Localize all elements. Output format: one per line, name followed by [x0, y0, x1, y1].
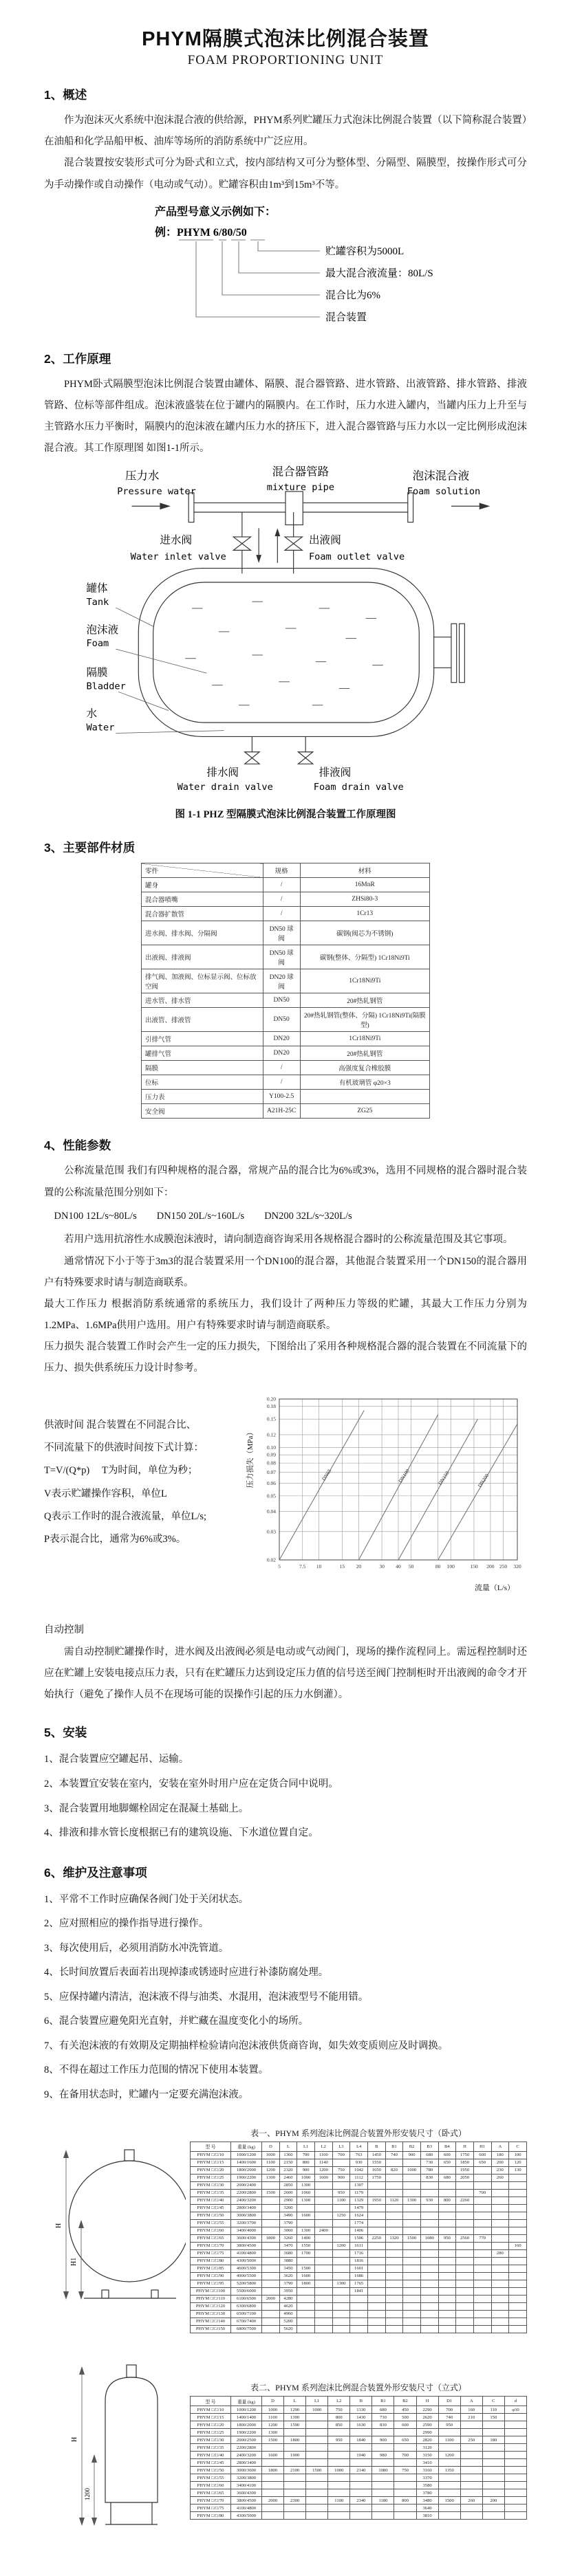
- section-4-paragraph: 压力损失 混合装置工作时会产生一定的压力损失，下图给出了采用各种规格混合器的混合装置在不同流量下的压力、损失供系统压力设计时参考。: [44, 1341, 527, 1374]
- section-4-heading: 4、性能参数: [44, 1138, 111, 1153]
- x-tick-label: 7.5: [299, 1563, 306, 1570]
- column-header: D: [262, 2142, 280, 2151]
- table-row: 安全阀 A21H-25C ZG25: [142, 1104, 430, 1119]
- list-item: 4、排液和排水管长度根据已有的建筑设施、下水道位置自定。: [44, 1827, 319, 1839]
- column-header: B: [350, 2397, 372, 2406]
- column-header: D: [262, 2397, 284, 2406]
- x-tick-label: 320: [513, 1563, 521, 1570]
- foam-label-en: Foam: [86, 638, 109, 650]
- column-header: B1: [372, 2397, 394, 2406]
- foam-drain-label-en: Foam drain valve: [313, 782, 404, 793]
- table-row: PHYM □/□/55 3200/3700 3790 1774: [191, 2219, 527, 2227]
- table1-block: [44, 2125, 527, 2335]
- section-5-heading: 5、安装: [44, 1726, 87, 1740]
- table-row: 罐排气管 DN20 20#热轧钢管: [142, 1046, 430, 1061]
- table-row: PHYM □/□/150 6800/7500 5620: [191, 2325, 527, 2333]
- dim-h-label: H: [55, 2223, 63, 2229]
- y-tick-label: 0.15: [266, 1416, 276, 1422]
- table-row: PHYM □/□/70 3800/4500 3470 1550 1200 1611 160: [191, 2242, 527, 2249]
- x-tick-label: 200: [486, 1563, 495, 1570]
- table-row: 进水阀、排水阀、分隔阀 DN50 球阀 碳钢(阀芯为不锈钢): [142, 921, 430, 945]
- y-tick-label: 0.20: [266, 1396, 276, 1402]
- column-header: L: [279, 2142, 297, 2151]
- model-designation-figure: [44, 201, 527, 332]
- y-tick-label: 0.03: [266, 1528, 276, 1534]
- series-label-DN200: DN200: [476, 1472, 491, 1488]
- table-row: PHYM □/□/70 3800/4500 2000 2300 1100 2340 1180 800 3480 1500 260 200: [191, 2497, 527, 2505]
- tank-label-en: Tank: [86, 597, 109, 608]
- maintenance-list: [44, 1888, 527, 2108]
- column-header: L: [284, 2397, 306, 2406]
- x-tick-label: 15: [339, 1563, 345, 1570]
- table-row: PHYM □/□/20 1800/2000 1200 1590 850 1630 830 600 2590 950: [191, 2421, 527, 2429]
- page-title: PHYM隔膜式泡沫比例混合装置: [142, 28, 429, 50]
- water-drain-label-cn: 排水阀: [206, 767, 239, 780]
- table2-caption: 表二、PHYM 系列泡沫比例混合装置外形安装尺寸（立式）: [250, 2383, 466, 2393]
- section-1-heading: 1、概述: [44, 88, 87, 102]
- auto-control-heading: 自动控制: [44, 1624, 84, 1636]
- table-row: PHYM □/□/90 4900/5500 3620 1600 1686: [191, 2272, 527, 2280]
- column-header: 重量 (kg): [231, 2142, 262, 2151]
- column-header: B1: [385, 2142, 403, 2151]
- y-tick-label: 0.18: [266, 1402, 276, 1409]
- column-header: 重量 (kg): [231, 2397, 262, 2406]
- table-row: PHYM □/□/80 4300/5000 3880 1816: [191, 2257, 527, 2265]
- list-item: 9、在备用状态时，贮罐内一定要充满泡沫液。: [44, 2089, 249, 2100]
- foam-outlet-valve: [285, 512, 302, 573]
- column-header: B3: [420, 2142, 438, 2151]
- column-header: A: [491, 2142, 509, 2151]
- table-row: PHYM □/□/130 6500/7100 4960: [191, 2310, 527, 2318]
- table-row: 罐身 / 16MnR: [142, 878, 430, 892]
- pressure-water-label-en: Pressure water: [117, 486, 196, 498]
- vertical-tank-drawing: [44, 2353, 190, 2549]
- water-drain-label-en: Water drain valve: [177, 782, 273, 793]
- section-6-heading: 6、维护及注意事项: [44, 1865, 147, 1880]
- table-row: 隔膜 / 高强度复合橡胶膜: [142, 1061, 430, 1075]
- foam-label-cn: 泡沫液: [86, 624, 119, 637]
- foam-drain-valve: [298, 737, 312, 764]
- down-arrow-icon: [256, 529, 261, 564]
- table-row: 进水管、排水管 DN50 20#热轧钢管: [142, 993, 430, 1008]
- table-row: PHYM □/□/35 2200/2800 3120: [191, 2444, 527, 2452]
- table-row: PHYM □/□/120 6300/6800 4620: [191, 2302, 527, 2310]
- table-row: PHYM □/□/100 5500/6000 3950 1841: [191, 2287, 527, 2295]
- inlet-valve-label-cn: 进水阀: [160, 535, 192, 547]
- list-item: 8、不得在超过工作压力范围的情况下使用本装置。: [44, 2065, 269, 2076]
- list-item: 5、应保持罐内清洁，泡沫液不得与油类、水混用，泡沫液型号不能用错。: [44, 1991, 369, 2003]
- table-row: PHYM □/□/30 2000/2500 1500 1800 950 1840 900 650 2820 1100 250 180: [191, 2436, 527, 2444]
- table-row: 出液阀、排液阀 DN50 球阀 碳钢(整体、分隔型) 1Cr18Ni9Ti: [142, 945, 430, 969]
- x-tick-label: 100: [446, 1563, 455, 1570]
- table-row: PHYM □/□/10 1000/1200 1000 1290 1000 750 1330 680 450 2290 700 160 110 φ30: [191, 2406, 527, 2414]
- table2-block: [44, 2353, 527, 2549]
- y-axis-label: 压力损失（MPa）: [246, 1428, 255, 1488]
- vertical-tank-svg: [65, 2353, 169, 2545]
- tank-label-cn: 罐体: [86, 582, 108, 595]
- working-principle-diagram: [44, 465, 527, 797]
- table-row: PHYM □/□/40 2400/3200 2900 1300 1100 1329 1950 1120 1300 930 800 2260: [191, 2197, 527, 2204]
- column-header: A: [460, 2397, 482, 2406]
- table-row: PHYM □/□/65 3600/4300 1800 3260 1400 1506 2250 1320 1500 1080 950 2560 770: [191, 2234, 527, 2242]
- series-line-DN65: [279, 1410, 364, 1559]
- bladder-label-cn: 隔膜: [86, 667, 108, 679]
- section-1-paragraph: 混合装置按安装形式可分为卧式和立式，按内部结构又可分为整体型、分隔型、隔膜型，按操作形式可分为手动操作或自动操作（电动或气动）。贮罐容积由1m³到15m³不等。: [44, 157, 527, 190]
- list-item: 3、混合装置用地脚螺栓固定在混凝土基础上。: [44, 1803, 249, 1814]
- x-tick-label: 250: [499, 1563, 508, 1570]
- table-row: 位标 / 有机玻璃管 φ20×3: [142, 1075, 430, 1090]
- section-4-paragraph: 公称流量范围 我们有四种规格的混合器，常规产品的混合比为6%或3%，选用不同规格的混合器时混合装置的公称流量范围分别如下：: [44, 1165, 527, 1198]
- list-item: V表示贮罐操作容积，单位L: [44, 1488, 167, 1499]
- horizontal-tank-svg: [48, 2125, 186, 2331]
- table-row: PHYM □/□/80 4300/5000 3810: [191, 2512, 527, 2520]
- table-row: 混合器喷嘴 / ZHSi80-3: [142, 892, 430, 907]
- column-header: D1: [438, 2397, 460, 2406]
- column-header: H: [456, 2142, 474, 2151]
- table-row: PHYM □/□/15 1400/1600 1100 2150 800 1140 930 1550 730 650 1850 650 200 120: [191, 2159, 527, 2166]
- column-header: 零件: [142, 863, 263, 878]
- table-row: PHYM □/□/75 4100/4800 3680 1700 1716 280: [191, 2249, 527, 2257]
- list-item: 1、平常不工作时应确保各阀门处于关闭状态。: [44, 1893, 249, 1905]
- table-row: 引排气管 DN20 1Cr18Ni9Ti: [142, 1032, 430, 1046]
- flow-out-arrow-icon: [451, 503, 490, 510]
- section-4-paragraph: 最大工作压力 根据消防系统通常的系统压力，我们设计了两种压力等级的贮罐，其最大工作压力分别为1.2MPa、1.6MPa供用户选用。用户有特殊要求时请与制造商联系。: [44, 1298, 527, 1332]
- list-item: 3、每次使用后，必须用消防水冲洗管道。: [44, 1942, 229, 1954]
- x-tick-label: 50: [408, 1563, 414, 1570]
- dim-1200-label: 1200: [84, 2488, 91, 2501]
- y-tick-label: 0.10: [266, 1444, 276, 1451]
- table-row: PHYM □/□/25 1900/2200 1300 2990: [191, 2429, 527, 2436]
- x-tick-label: 80: [435, 1563, 441, 1570]
- table-row: PHYM □/□/85 4600/5300 3450 1500 1601: [191, 2265, 527, 2272]
- water-label-en: Water: [86, 723, 115, 734]
- y-tick-label: 0.08: [266, 1460, 276, 1466]
- series-label-DN65: DN65: [320, 1467, 333, 1482]
- x-tick-label: 40: [396, 1563, 401, 1570]
- water-drain-valve: [245, 737, 259, 764]
- callout-mix-ratio: 混合比为6%: [325, 289, 380, 301]
- side-flange: [434, 624, 465, 683]
- y-tick-label: 0.12: [266, 1431, 276, 1438]
- y-tick-label: 0.09: [266, 1451, 276, 1458]
- column-header: B2: [403, 2142, 421, 2151]
- flow-in-arrow-icon: [132, 503, 171, 510]
- water-inlet-valve: [233, 512, 250, 573]
- inlet-valve-label-en: Water inlet valve: [130, 551, 226, 563]
- model-example-code: 例：PHYM 6/80/50: [155, 226, 247, 239]
- column-header: 规格: [263, 863, 300, 878]
- foam-solution-label-cn: 泡沫混合液: [412, 469, 470, 483]
- performance-row: [44, 1389, 527, 1596]
- column-header: 型 号: [191, 2397, 231, 2406]
- table-row: PHYM □/□/50 3000/3800 3490 1600 1250 1624: [191, 2212, 527, 2219]
- table-row: PHYM □/□/10 1000/1200 1000 1360 700 1100 700 763 1450 740 900 680 600 1750 600 180 100: [191, 2151, 527, 2159]
- column-header: 材料: [300, 863, 429, 878]
- page-subtitle: FOAM PROPORTIONING UNIT: [187, 53, 384, 67]
- table-row: PHYM □/□/40 2400/3200 1600 1900 1940 980 700 3150 1200: [191, 2452, 527, 2459]
- column-header: L1: [297, 2142, 315, 2151]
- y-tick-label: 0.02: [266, 1556, 276, 1563]
- tank-outline: [138, 569, 433, 737]
- list-item: P表示混合比，通常为6%或3%。: [44, 1534, 186, 1545]
- column-header: B: [367, 2142, 385, 2151]
- table-row: PHYM □/□/25 1900/2200 1300 2460 1000 1600 900 1112 1750 830 680 2050 260: [191, 2174, 527, 2181]
- list-item: T=V/(Q*p) T为时间，单位为秒；: [44, 1465, 198, 1477]
- column-header: H: [416, 2397, 438, 2406]
- column-header: L2: [328, 2397, 350, 2406]
- list-item: 6、混合装置应避免阳光直射，并贮藏在温度变化小的场所。: [44, 2016, 309, 2027]
- pressure-water-label-cn: 压力水: [125, 469, 160, 483]
- x-tick-label: 10: [316, 1563, 322, 1570]
- model-intro-label: 产品型号意义示例如下：: [155, 206, 277, 218]
- table1-caption: 表一、PHYM 系列泡沫比例混合装置外形安装尺寸（卧式）: [250, 2128, 466, 2138]
- table-row: 混合器扩散管 / 1Cr13: [142, 907, 430, 921]
- figure-1-1-caption: 图 1-1 PHZ 型隔膜式泡沫比例混合装置工作原理图: [175, 809, 396, 821]
- section-4-paragraph: 若用户选用抗溶性水成膜泡沫液时，请向制造商咨询采用各规格混合器时的公称流量范围及其它事项。: [64, 1234, 513, 1246]
- column-header: 型 号: [191, 2142, 231, 2151]
- horizontal-dimensions-table: [190, 2142, 527, 2333]
- installation-list: [44, 1748, 527, 1845]
- column-header: L4: [350, 2142, 368, 2151]
- x-tick-label: 20: [356, 1563, 362, 1570]
- foam-texture: [185, 602, 383, 706]
- section-2-heading: 2、工作原理: [44, 351, 111, 366]
- list-item: 4、长时间放置后表面若出现掉漆或锈迹时应进行补漆防腐处理。: [44, 1967, 329, 1979]
- y-tick-label: 0.06: [266, 1479, 276, 1486]
- bladder-label-en: Bladder: [86, 681, 126, 692]
- column-header: H1: [473, 2142, 491, 2151]
- list-item: Q表示工作时的混合液流量，单位L/s;: [44, 1510, 207, 1522]
- table-row: PHYM □/□/65 3600/4300 3780: [191, 2489, 527, 2497]
- y-tick-label: 0.05: [266, 1492, 276, 1499]
- table-row: PHYM □/□/55 3200/3800 3370: [191, 2474, 527, 2482]
- table-row: 出液管、排液管 DN50 20#热轧钢管(整体、分隔) 1Cr18Ni9Ti(隔膜型): [142, 1008, 430, 1032]
- dim-h1-label: H1: [70, 2257, 78, 2267]
- x-tick-label: 5: [278, 1563, 281, 1570]
- auto-control-paragraph: 需自动控制贮罐操作时，进水阀及出液阀必须是电动或气动阀门，现场的操作流程同上。需远程控制时还应在贮罐上安装电接点压力表，只有在贮罐压力达到设定压力值的信号送至阀门控制柜时开出液阀的命令才开始执行（避免了操作人员不在现场可能的误操作引起的压力水倒灌）。: [44, 1646, 527, 1701]
- mixture-pipe-label-en: mixture pipe: [266, 482, 335, 494]
- list-item: 2、本装置宜安装在室内，安装在室外时用户应在定货合同中说明。: [44, 1778, 338, 1790]
- list-item: 2、应对照相应的操作指导进行操作。: [44, 1918, 209, 1930]
- column-header: d: [504, 2397, 526, 2406]
- table-row: 排气阀、加液阀、位标显示阀、位标放空阀 DN20 球阀 1Cr18Ni9Ti: [142, 969, 430, 993]
- callout-device: 混合装置: [325, 311, 367, 323]
- series-label-DN100: DN100: [397, 1467, 411, 1484]
- table-row: PHYM □/□/75 4100/4800 3640: [191, 2505, 527, 2512]
- column-header: L2: [314, 2142, 332, 2151]
- table-row: PHYM □/□/45 2800/3400 3200 1479: [191, 2204, 527, 2212]
- table-row: PHYM □/□/95 5200/5800 3790 1800 1300 1765: [191, 2280, 527, 2287]
- mixture-pipe: [188, 492, 413, 525]
- table-row: PHYM □/□/15 1400/1400 1100 1390 800 1430 730 500 2620 740 210 150: [191, 2414, 527, 2421]
- y-tick-label: 0.04: [266, 1508, 276, 1515]
- x-tick-label: 30: [379, 1563, 385, 1570]
- nominal-flow-ranges: DN100 12L/s~80L/s DN150 20L/s~160L/s DN200 32L/s~320L/s: [54, 1210, 352, 1222]
- column-header: L1: [306, 2397, 328, 2406]
- mixture-pipe-label-cn: 混合器管路: [272, 465, 330, 478]
- table-row: PHYM □/□/110 6100/6500 2000 4280: [191, 2295, 527, 2302]
- table-row: PHYM □/□/50 3000/3600 1800 2100 1500 1000 2140 1080 750 3160 1350: [191, 2467, 527, 2474]
- vertical-dimensions-table: [190, 2396, 527, 2520]
- y-tick-label: 0.07: [266, 1468, 276, 1475]
- table-row: PHYM □/□/60 3400/4100 3580: [191, 2482, 527, 2489]
- table-row: PHYM □/□/35 2200/2800 1500 2600 1060 950 1179 700: [191, 2189, 527, 2197]
- x-tick-label: 150: [470, 1563, 478, 1570]
- callout-tank-volume: 贮罐容积为5000L: [325, 245, 405, 257]
- column-header: L3: [332, 2142, 350, 2151]
- series-label-DN150: DN150: [436, 1469, 451, 1486]
- materials-table: [141, 863, 430, 1119]
- list-item: 1、混合装置应空罐起吊、运输。: [44, 1754, 189, 1765]
- section-4-paragraph: 通常情况下小于等于3m3的混合装置采用一个DN100的混合器，其他混合装置采用一个DN150的混合器用户有特殊要求时请与制造商联系。: [44, 1255, 527, 1288]
- column-header: B2: [394, 2397, 416, 2406]
- table-row: 压力表 Y100-2.5: [142, 1090, 430, 1104]
- table-row: PHYM □/□/140 6700/7400 5200: [191, 2318, 527, 2325]
- x-axis-label: 流量（L/s）: [474, 1583, 515, 1592]
- section-3-heading: 3、主要部件材质: [44, 841, 136, 855]
- list-item: 不同流量下的供液时间按下式计算：: [44, 1442, 204, 1453]
- section-2-paragraph: PHYM卧式隔膜型泡沫比例混合装置由罐体、隔膜、混合器管路、进水管路、出液管路、排水管路、排液管路、位标等部件组成。泡沫液盛装在位于罐内的隔膜内。在工作时，压力水进入罐内，当罐内压力上升至与主管路水压力平衡时，隔膜内的泡沫液在罐内压力水的挤压下，进入混合器管路与压力水以一定比例形成泡沫混合液。其工作原理图 如图1-1所示。: [44, 378, 527, 454]
- foam-drain-label-cn: 排液阀: [319, 767, 352, 780]
- section-1-paragraph: 作为泡沫灭火系统中泡沫混合液的供给源，PHYM系列贮罐压力式泡沫比例混合装置（以下简称混合装置）在油船和化学品船甲板、油库等场所的消防系统中广泛应用。: [44, 115, 527, 148]
- column-header: B4: [438, 2142, 456, 2151]
- column-header: C: [482, 2397, 504, 2406]
- list-item: 7、有关泡沫液的有效期及定期抽样检验请向泡沫液供货商咨询，如失效变质则应及时调换。: [44, 2040, 449, 2051]
- outlet-valve-label-cn: 出液阀: [309, 535, 341, 547]
- principle-svg: [52, 465, 519, 793]
- callout-max-flow: 最大混合液流量：80L/S: [325, 267, 433, 279]
- model-designation-svg: [72, 201, 499, 329]
- horizontal-tank-drawing: [44, 2125, 190, 2335]
- water-label-cn: 水: [86, 708, 98, 720]
- outlet-valve-label-en: Foam outlet valve: [309, 551, 405, 563]
- up-arrow-icon: [274, 529, 280, 564]
- series-line-DN200: [438, 1424, 517, 1560]
- list-item: 供液时间 混合装置在不同混合比、: [44, 1419, 197, 1431]
- table-row: PHYM □/□/20 1800/2000 1200 2320 900 1200 750 1042 1650 820 1000 780 1950 230 130: [191, 2166, 527, 2174]
- table-row: PHYM □/□/60 3400/4000 3060 1300 2400 1406: [191, 2227, 527, 2234]
- foam-solution-label-en: Foam solution: [407, 486, 481, 498]
- table-row: PHYM □/□/45 2800/3400 3410: [191, 2459, 527, 2467]
- supply-time-block: [44, 1389, 244, 1596]
- table-row: PHYM □/□/30 2000/2400 2850 1300 1307: [191, 2181, 527, 2189]
- pressure-loss-chart: [244, 1389, 524, 1596]
- dim-vh-label: H: [71, 2436, 78, 2443]
- column-header: C: [509, 2142, 527, 2151]
